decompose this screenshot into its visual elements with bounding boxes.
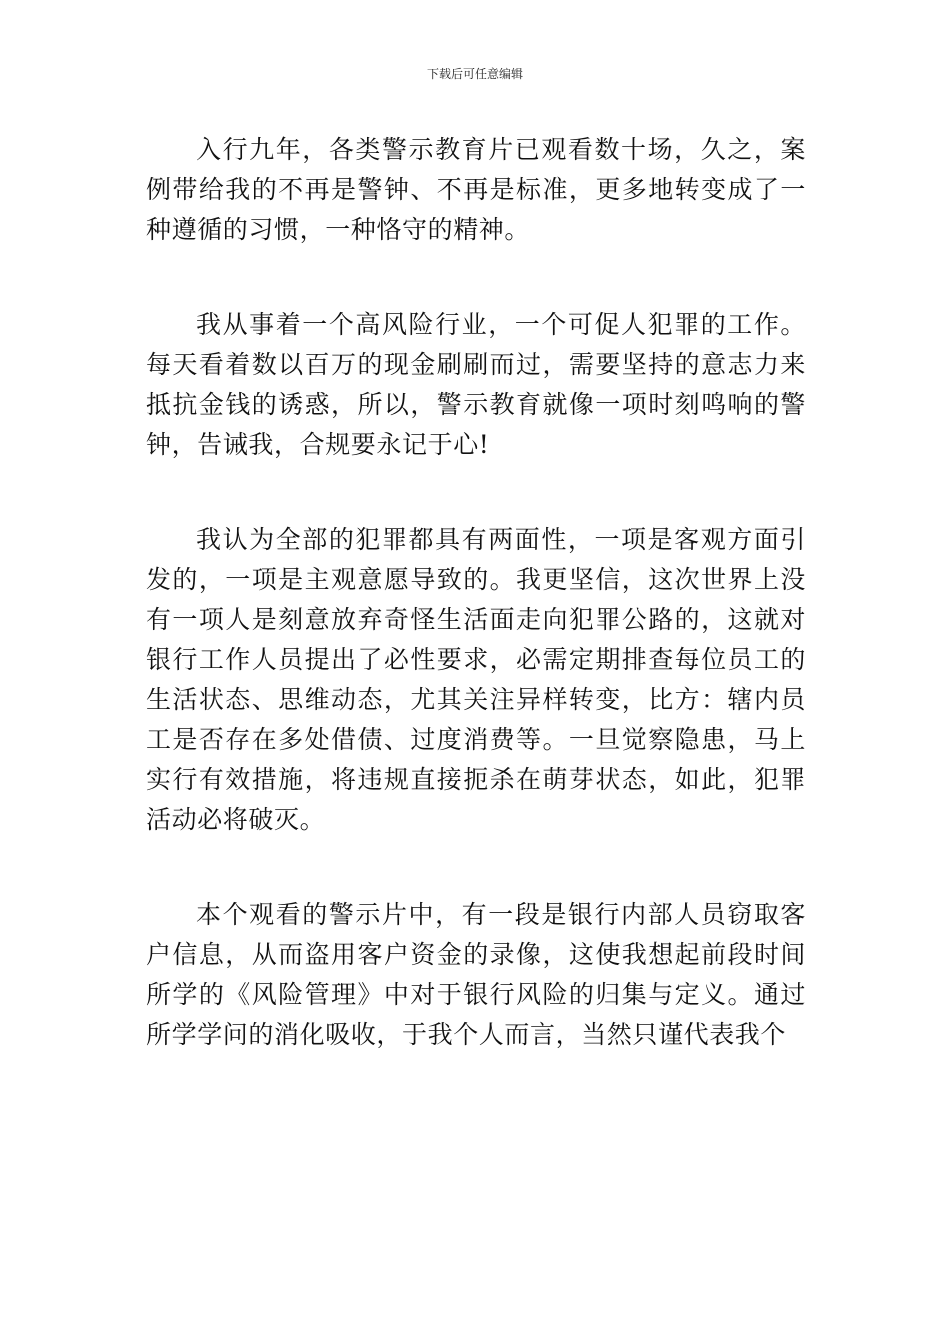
paragraph: 入行九年，各类警示教育片已观看数十场，久之，案例带给我的不再是警钟、不再是标准，更多地转变成了一种遵循的习惯，一种恪守的精神。: [146, 135, 806, 244]
paragraph: 本个观看的警示片中，有一段是银行内部人员窃取客户信息，从而盗用客户资金的录像，这使我想起前段时间所学的《风险管理》中对于银行风险的归集与定义。通过所学学问的消化吸收，于我个人而言，当然只谨代表我个: [146, 900, 806, 1049]
page-header: 下载后可任意编辑: [426, 67, 523, 81]
document-body: [146, 130, 806, 1055]
paragraph: 我认为全部的犯罪都具有两面性，一项是客观方面引发的，一项是主观意愿导致的。我更坚信，这次世界上没有一项人是刻意放弃奇怪生活面走向犯罪公路的，这就对银行工作人员提出了必性要求，必需定期排查每位员工的生活状态、思维动态，尤其关注异样转变，比方：辖内员工是否存在多处借债、过度消费等。一旦觉察隐患，马上实行有效措施，将违规直接扼杀在萌芽状态，如此，犯罪活动必将破灭。: [146, 525, 806, 834]
paragraph: 我从事着一个高风险行业，一个可促人犯罪的工作。每天看着数以百万的现金刷刷而过，需要坚持的意志力来抵抗金钱的诱惑，所以，警示教育就像一项时刻鸣响的警钟，告诫我，合规要永记于心!: [146, 310, 806, 459]
